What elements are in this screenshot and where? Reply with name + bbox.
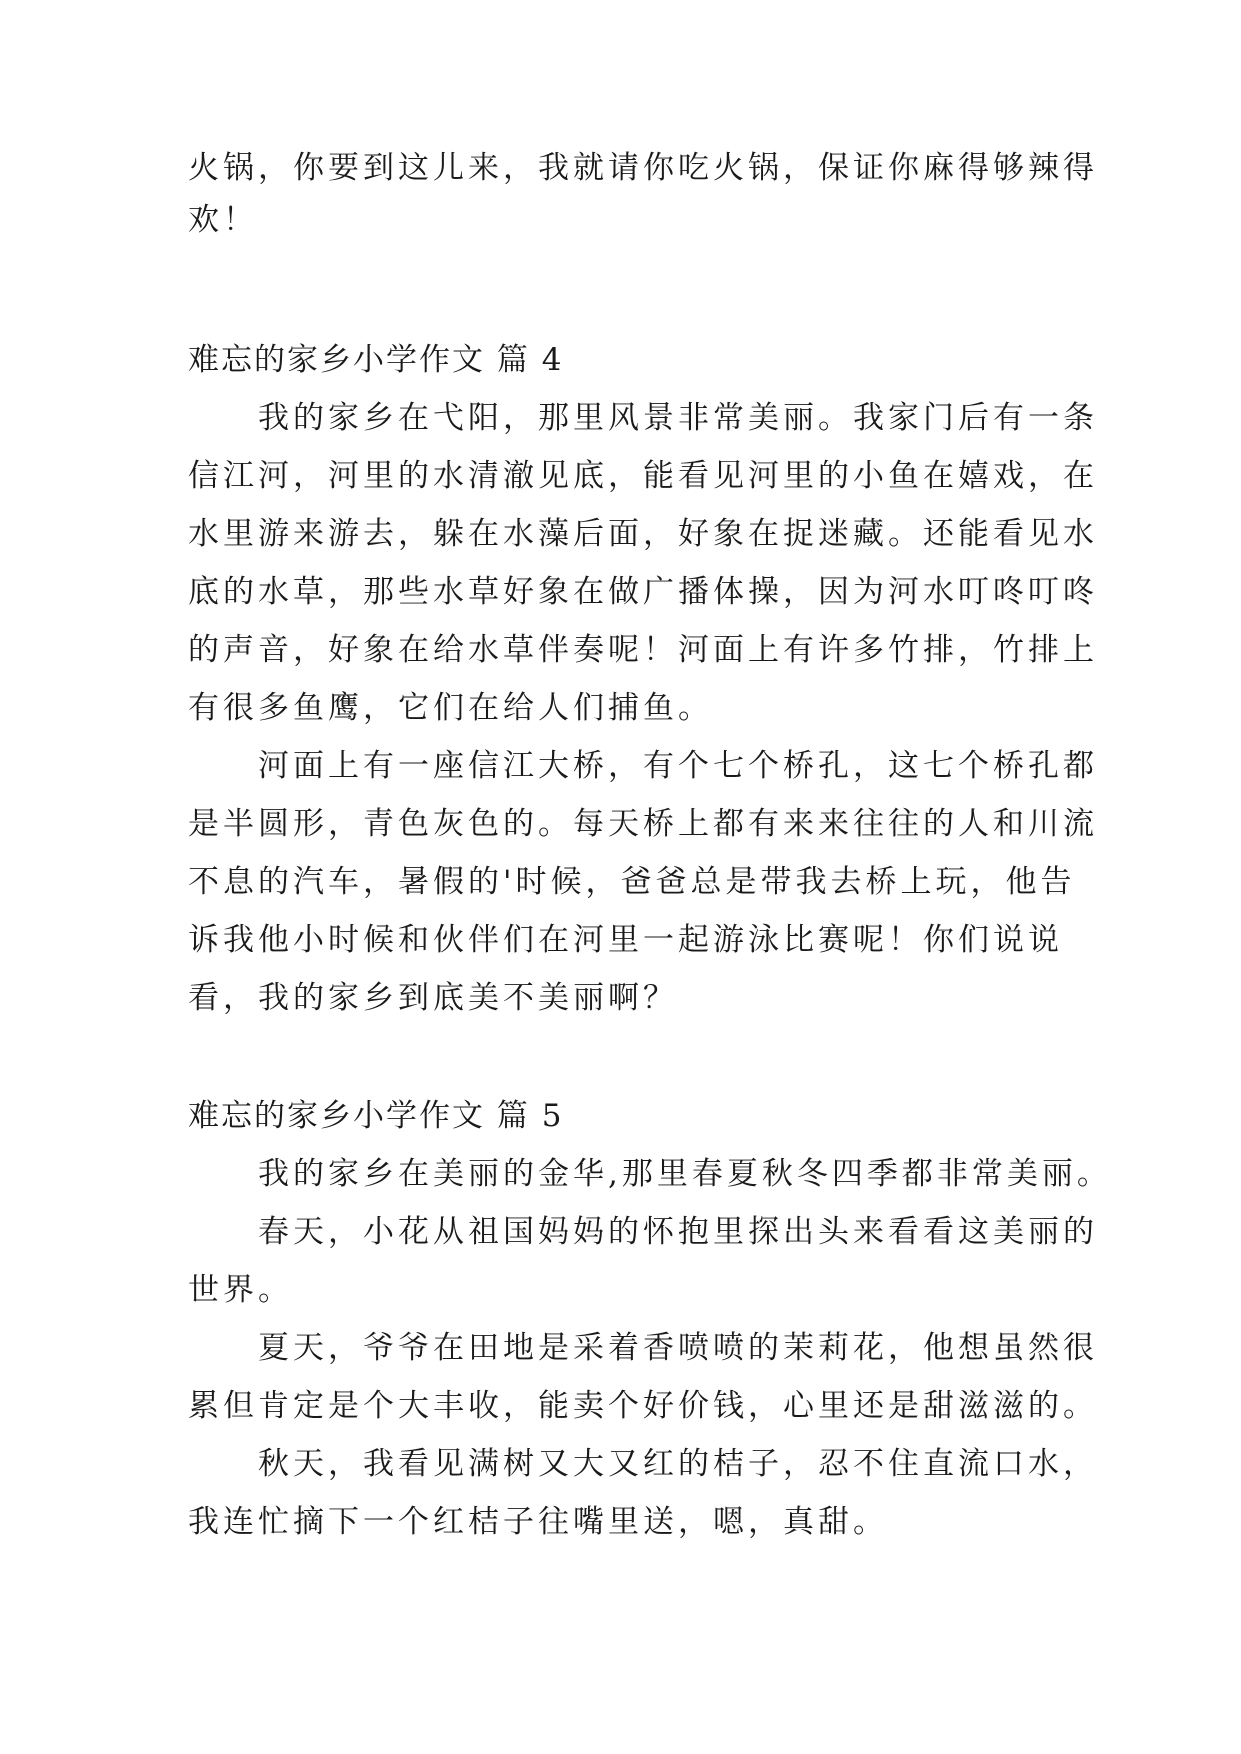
paragraph-line: 的声音，好象在给水草伴奏呢！河面上有许多竹排，竹排上 bbox=[188, 632, 1098, 668]
paragraph-line: 累但肯定是个大丰收，能卖个好价钱，心里还是甜滋滋的。 bbox=[188, 1388, 1098, 1424]
paragraph-line: 有很多鱼鹰，它们在给人们捕鱼。 bbox=[188, 690, 713, 726]
paragraph-line: 是半圆形，青色灰色的。每天桥上都有来来往往的人和川流 bbox=[188, 806, 1098, 842]
paragraph-line: 夏天，爷爷在田地是采着香喷喷的茉莉花，他想虽然很 bbox=[188, 1330, 1098, 1366]
paragraph-line: 欢！ bbox=[188, 202, 258, 238]
section-heading: 难忘的家乡小学作文 篇 4 bbox=[188, 342, 564, 378]
paragraph-line: 秋天，我看见满树又大又红的桔子，忍不住直流口水， bbox=[188, 1446, 1098, 1482]
paragraph-line: 世界。 bbox=[188, 1272, 293, 1308]
paragraph-line: 我连忙摘下一个红桔子往嘴里送，嗯，真甜。 bbox=[188, 1504, 888, 1540]
paragraph-line: 春天，小花从祖国妈妈的怀抱里探出头来看看这美丽的 bbox=[188, 1214, 1098, 1250]
paragraph-line: 诉我他小时候和伙伴们在河里一起游泳比赛呢！你们说说 bbox=[188, 922, 1063, 958]
paragraph-line: 我的家乡在美丽的金华,那里春夏秋冬四季都非常美丽。 bbox=[188, 1156, 1112, 1192]
paragraph-line: 河面上有一座信江大桥，有个七个桥孔，这七个桥孔都 bbox=[188, 748, 1098, 784]
paragraph-line: 不息的汽车，暑假的'时候，爸爸总是带我去桥上玩，他告 bbox=[188, 864, 1076, 900]
paragraph-line: 信江河，河里的水清澈见底，能看见河里的小鱼在嬉戏，在 bbox=[188, 458, 1098, 494]
paragraph-line: 我的家乡在弋阳，那里风景非常美丽。我家门后有一条 bbox=[188, 400, 1098, 436]
section-heading: 难忘的家乡小学作文 篇 5 bbox=[188, 1098, 564, 1134]
paragraph-line: 水里游来游去，躲在水藻后面，好象在捉迷藏。还能看见水 bbox=[188, 516, 1098, 552]
paragraph-line: 底的水草，那些水草好象在做广播体操，因为河水叮咚叮咚 bbox=[188, 574, 1098, 610]
paragraph-line: 看，我的家乡到底美不美丽啊？ bbox=[188, 980, 678, 1016]
paragraph-line: 火锅，你要到这儿来，我就请你吃火锅，保证你麻得够辣得 bbox=[188, 150, 1098, 186]
